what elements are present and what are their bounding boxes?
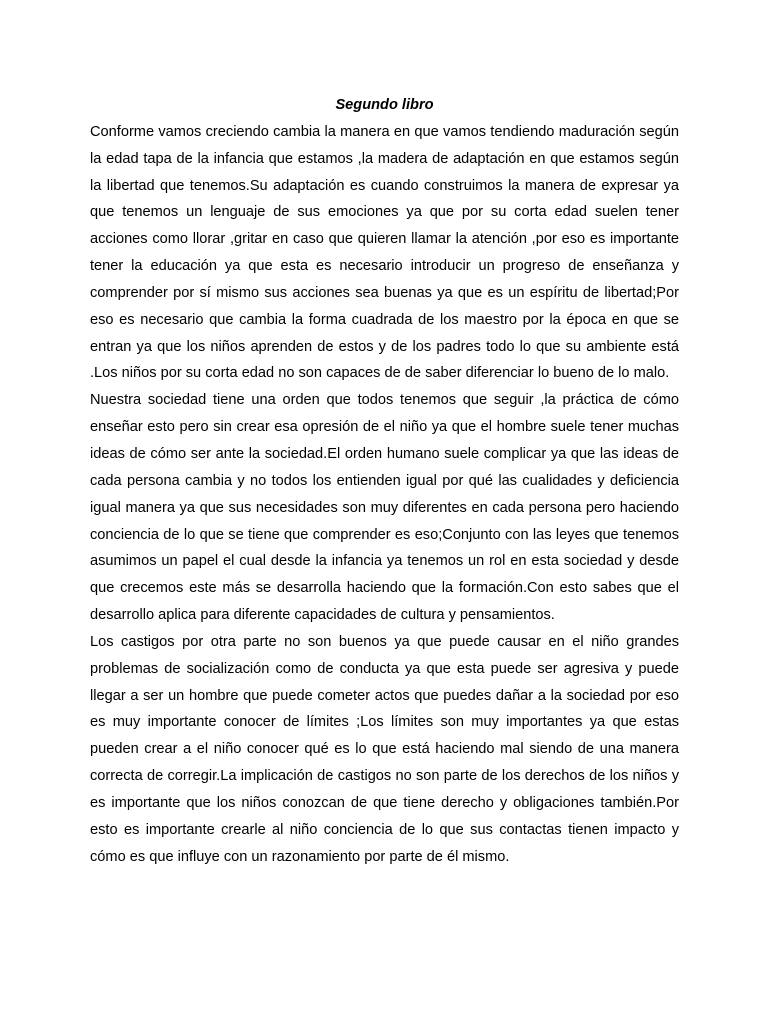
paragraph-2: Nuestra sociedad tiene una orden que todos tenemos que seguir ,la práctica de cómo enseñar esto pero sin crear esa opresión de el niño ya que el hombre suele tener muchas ideas de cómo ser ante la sociedad.El orden humano suele complicar ya que las ideas de cada persona cambia y no todos los entienden igual por qué las cualidades y deficiencia igual manera ya que sus necesidades son muy diferentes en cada persona pero haciendo conciencia de lo que se tiene que comprender es eso;Conjunto con las leyes que tenemos asumimos un papel el cual desde la infancia ya tenemos un rol en esta sociedad y desde que crecemos este más se desarrolla haciendo que la formación.Con esto sabes que el desarrollo aplica para diferente capacidades de cultura y pensamientos. [90, 392, 679, 624]
paragraph-1: Conforme vamos creciendo cambia la manera en que vamos tendiendo maduración según la edad tapa de la infancia que estamos ,la madera de adaptación en que estamos según la libertad que tenemos.Su adaptación es cuando construimos la manera de expresar ya que tenemos un lenguaje de sus emociones ya que por su corta edad suelen tener acciones como llorar ,gritar en caso que quieren llamar la atención ,por eso es importante tener la educación ya que esta es necesario introducir un progreso de enseñanza y comprender por sí mismo sus acciones sea buenas ya que es un espíritu de libertad;Por eso es necesario que cambia la forma cuadrada de los maestro por la época en que se entran ya que los niños aprenden de estos y de los padres todo lo que su ambiente está .Los niños por su corta edad no son capaces de de saber diferenciar lo bueno de lo malo. [90, 123, 679, 382]
document-title: Segundo libro [335, 97, 434, 113]
paragraph-3: Los castigos por otra parte no son buenos ya que puede causar en el niño grandes problemas de socialización como de conducta ya que esta puede ser agresiva y puede llegar a ser un hombre que puede cometer actos que puedes dañar a la sociedad por eso es muy importante conocer de límites ;Los límites son muy importantes ya que estas pueden crear a el niño conocer qué es lo que está haciendo mal siendo de una manera correcta de corregir.La implicación de castigos no son parte de los derechos de los niños y es importante que los niños conozcan de que tiene derecho y obligaciones también.Por esto es importante crearle al niño conciencia de lo que sus contactas tienen impacto y cómo es que influye con un razonamiento por parte de él mismo. [90, 633, 679, 865]
document-page [90, 92, 679, 870]
